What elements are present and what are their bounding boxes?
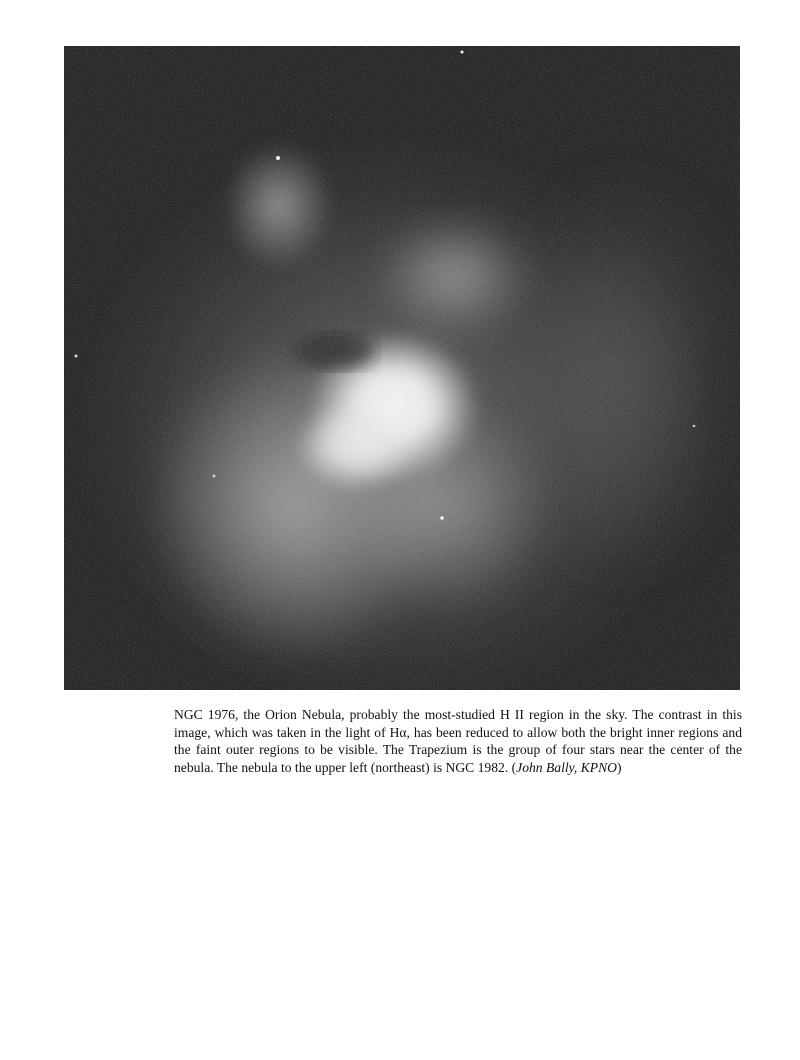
caption-credit: John Bally, KPNO xyxy=(516,759,617,775)
orion-nebula-photo xyxy=(64,46,740,690)
caption-text: NGC 1976, the Orion Nebula, probably the most-studied H II region in the sky. The contrast in this image, which was taken in the light of Hα, has been reduced to allow both the bright inner regions and the faint outer regions to be visible. The Trapezium is the group of four stars near the center of the nebula. The nebula to the upper left (northeast) is NGC 1982. xyxy=(174,707,742,775)
figure-caption xyxy=(174,706,742,776)
caption-credit-open: ( xyxy=(511,759,517,775)
caption-credit-close: ) xyxy=(616,759,622,775)
